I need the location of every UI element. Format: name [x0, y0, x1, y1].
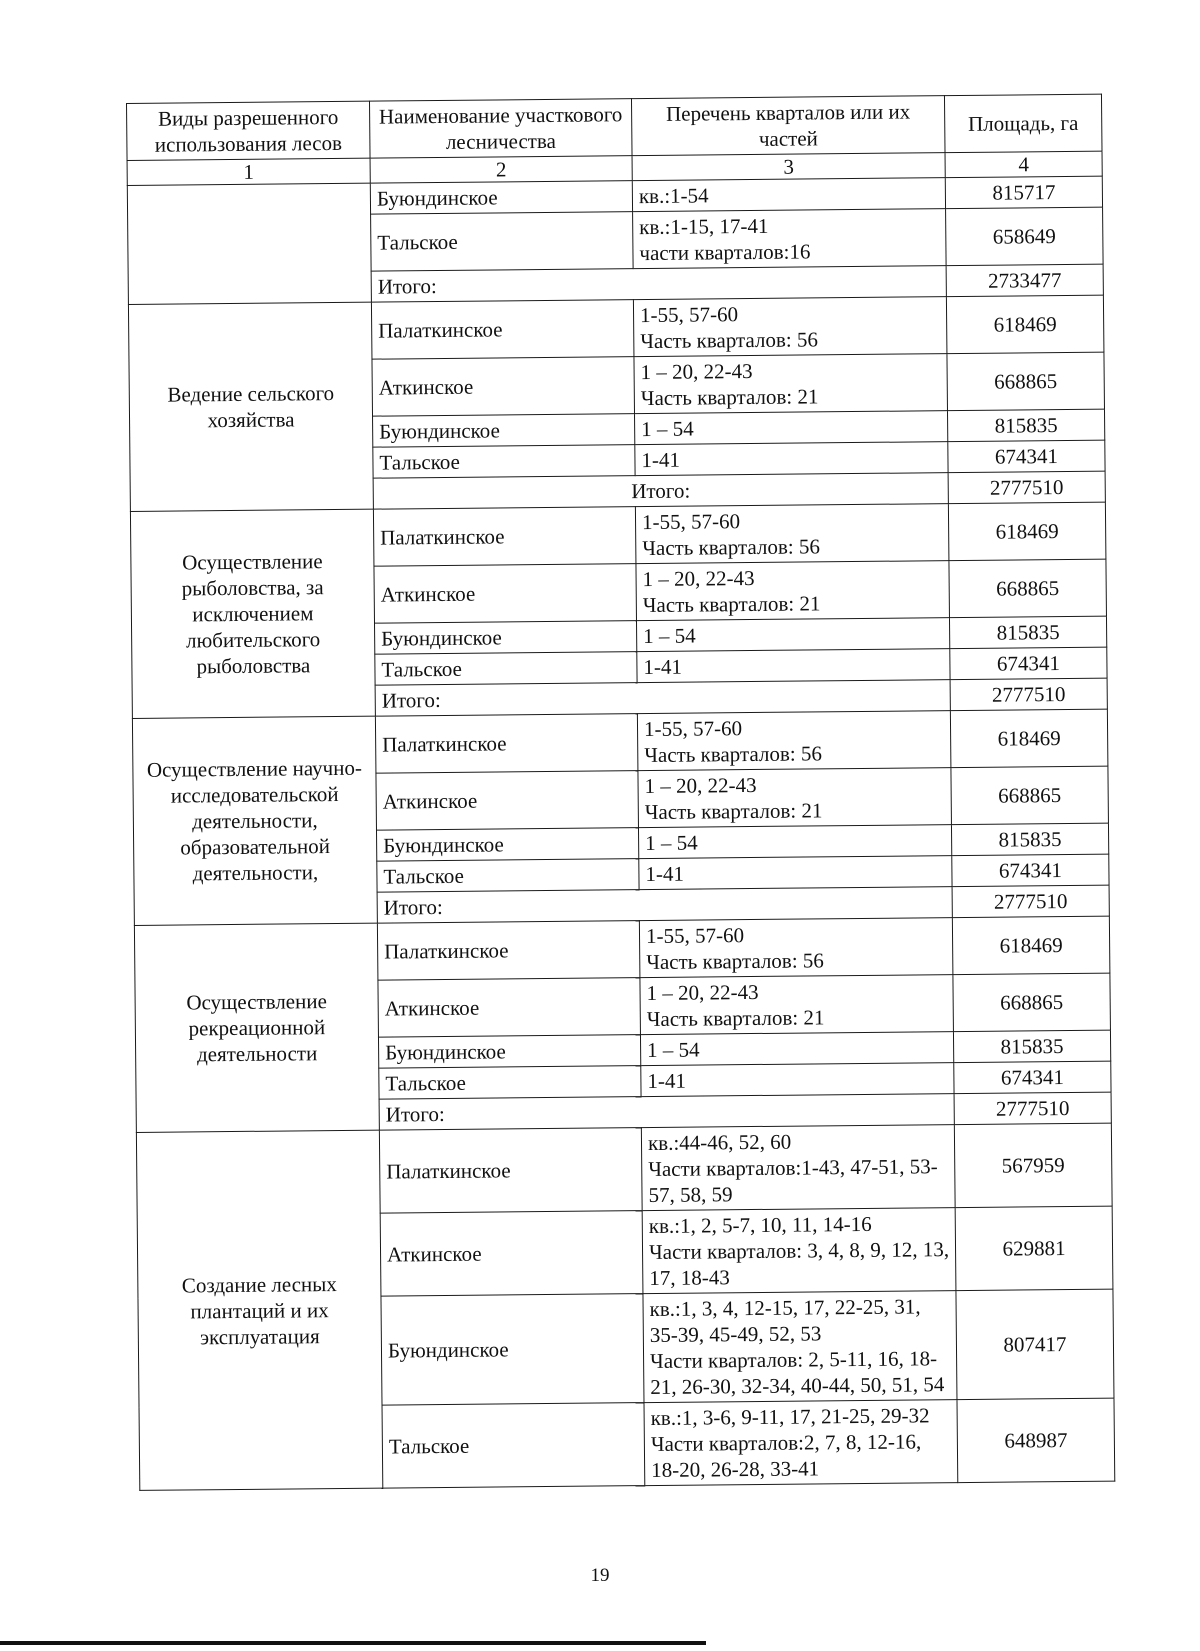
header-row: [127, 94, 1103, 160]
blocks-cell: 1 – 54: [635, 411, 948, 445]
page-number: 19: [590, 1565, 610, 1586]
blocks-cell: 1 – 20, 22-43 Часть кварталов: 21: [640, 975, 954, 1035]
area-cell: 815835: [949, 616, 1106, 649]
blocks-cell: 1 – 54: [636, 618, 949, 652]
header-area: Площадь, га: [944, 94, 1102, 153]
total-value: 2777510: [950, 678, 1107, 711]
blocks-cell: кв.:1, 3, 4, 12-15, 17, 22-25, 31, 35-39, 45-49, 52, 53 Части кварталов: 2, 5-11, 16, 18-21, 26-30, 32-34, 40-44, 50, 51, 54: [643, 1291, 957, 1403]
district-cell: Буюндинское: [381, 1294, 644, 1406]
district-cell: Аткинское: [372, 357, 635, 417]
district-cell: Аткинское: [376, 771, 639, 831]
area-cell: 668865: [947, 352, 1105, 411]
column-number: 2: [370, 156, 632, 184]
district-cell: Буюндинское: [378, 1035, 640, 1069]
area-cell: 815835: [953, 1030, 1110, 1063]
column-number: 1: [127, 158, 370, 185]
table-row: [134, 916, 1110, 982]
district-cell: Палаткинское: [375, 714, 638, 774]
district-cell: Буюндинское: [375, 621, 637, 655]
activity-cell: Осуществление научно-исследовательской деятельности, образовательной деятельности,: [132, 716, 377, 925]
district-cell: Буюндинское: [370, 181, 632, 215]
total-label: Итого:: [379, 1094, 954, 1131]
header-district: Наименование участкового лесничества: [369, 99, 632, 159]
blocks-cell: 1 – 54: [640, 1032, 953, 1066]
blocks-cell: 1-55, 57-60 Часть кварталов: 56: [639, 918, 953, 978]
district-cell: Палаткинское: [373, 507, 636, 567]
table-row: [132, 709, 1108, 775]
blocks-cell: кв.:1-54: [632, 178, 945, 212]
blocks-cell: кв.:1, 3-6, 9-11, 17, 21-25, 29-32 Части кварталов:2, 7, 8, 12-16, 18-20, 26-28, 33-41: [644, 1400, 958, 1486]
area-cell: 668865: [951, 766, 1109, 825]
district-cell: Тальское: [379, 1066, 641, 1100]
area-cell: 674341: [954, 1061, 1111, 1094]
district-cell: Тальское: [373, 445, 635, 479]
blocks-cell: 1 – 20, 22-43 Часть кварталов: 21: [636, 561, 950, 621]
blocks-cell: кв.:1, 2, 5-7, 10, 11, 14-16 Части кварталов: 3, 4, 8, 9, 12, 13, 17, 18-43: [642, 1208, 956, 1294]
blocks-cell: кв.:1-15, 17-41 части кварталов:16: [633, 209, 947, 269]
blocks-cell: 1 – 54: [638, 825, 951, 859]
total-label: Итого:: [377, 887, 952, 924]
area-cell: 567959: [954, 1123, 1112, 1208]
area-cell: 815717: [945, 176, 1102, 209]
area-cell: 618469: [950, 709, 1108, 768]
blocks-cell: кв.:44-46, 52, 60 Части кварталов:1-43, 47-51, 53-57, 58, 59: [641, 1125, 955, 1211]
blocks-cell: 1 – 20, 22-43 Часть кварталов: 21: [638, 768, 952, 828]
district-cell: Палаткинское: [379, 1128, 642, 1214]
header-blocks: Перечень кварталов или их частей: [631, 96, 945, 156]
total-value: 2733477: [946, 264, 1103, 297]
blocks-cell: 1-41: [635, 442, 948, 476]
district-cell: Тальское: [375, 652, 637, 686]
total-value: 2777510: [948, 471, 1105, 504]
table-body: [127, 176, 1114, 1490]
column-number: 3: [632, 153, 945, 181]
blocks-cell: 1-41: [637, 649, 950, 683]
activity-cell: Осуществление рекреационной деятельности: [134, 923, 379, 1132]
forest-use-table: [126, 94, 1115, 1491]
blocks-cell: 1-55, 57-60 Часть кварталов: 56: [635, 504, 949, 564]
table-row: [136, 1123, 1112, 1215]
total-label: Итого:: [371, 266, 946, 303]
blocks-cell: 1 – 20, 22-43 Часть кварталов: 21: [634, 354, 948, 414]
area-cell: 674341: [952, 854, 1109, 887]
area-cell: 618469: [946, 295, 1104, 354]
activity-cell: Ведение сельского хозяйства: [128, 302, 373, 511]
area-cell: 618469: [952, 916, 1110, 975]
area-cell: 658649: [946, 207, 1104, 266]
district-cell: Палаткинское: [377, 921, 640, 981]
total-value: 2777510: [952, 885, 1109, 918]
scan-edge-line: [0, 1641, 706, 1645]
area-cell: 815835: [947, 409, 1104, 442]
area-cell: 618469: [948, 502, 1106, 561]
area-cell: 815835: [951, 823, 1108, 856]
district-cell: Аткинское: [380, 1211, 643, 1297]
district-cell: Тальское: [377, 859, 639, 893]
blocks-cell: 1-55, 57-60 Часть кварталов: 56: [637, 711, 951, 771]
district-cell: Аткинское: [378, 978, 641, 1038]
area-cell: 648987: [957, 1398, 1115, 1483]
area-cell: 629881: [955, 1206, 1113, 1291]
total-label: Итого:: [375, 680, 950, 717]
area-cell: 674341: [948, 440, 1105, 473]
area-cell: 807417: [956, 1289, 1114, 1400]
table-row: [128, 295, 1104, 361]
area-cell: 668865: [949, 559, 1107, 618]
header-activity: Виды разрешенного использования лесов: [127, 101, 371, 160]
column-number: 4: [945, 151, 1102, 178]
area-cell: 668865: [953, 973, 1111, 1032]
activity-cell: Создание лесных плантаций и их эксплуатация: [136, 1130, 382, 1490]
total-value: 2777510: [954, 1092, 1111, 1125]
district-cell: Тальское: [371, 212, 634, 272]
district-cell: Аткинское: [374, 564, 637, 624]
district-cell: Буюндинское: [376, 828, 638, 862]
district-cell: Тальское: [382, 1403, 645, 1489]
total-label: Итого:: [373, 473, 948, 510]
activity-cell: Осуществление рыболовства, за исключением любительского рыболовства: [130, 509, 375, 718]
blocks-cell: 1-41: [641, 1063, 954, 1097]
blocks-cell: 1-41: [639, 856, 952, 890]
activity-cell: [127, 183, 371, 304]
area-cell: 674341: [950, 647, 1107, 680]
district-cell: Палаткинское: [371, 300, 634, 360]
district-cell: Буюндинское: [373, 414, 635, 448]
table-row: [130, 502, 1106, 568]
blocks-cell: 1-55, 57-60 Часть кварталов: 56: [633, 297, 947, 357]
